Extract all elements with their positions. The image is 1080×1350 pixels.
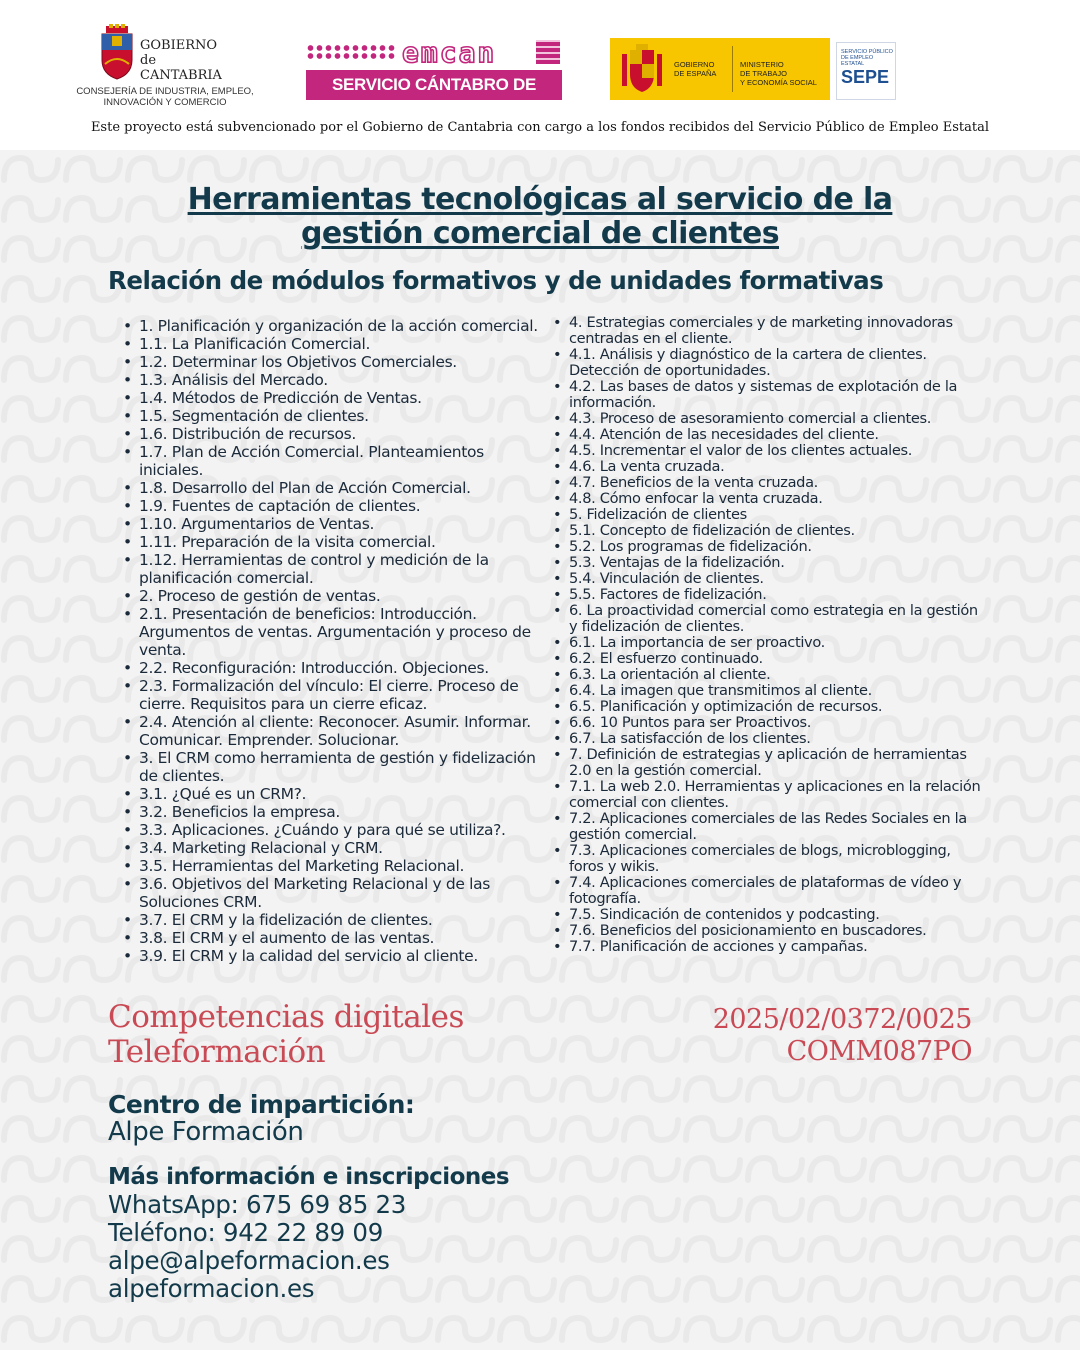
module-item: • 6.4. La imagen que transmitimos al cliente. [551,683,981,699]
module-item: • 1.9. Fuentes de captación de clientes. [121,497,546,515]
course-modality: Competencias digitales Teleformación [108,999,464,1070]
module-item: • 7.5. Sindicación de contenidos y podcasting. [551,907,981,923]
emcan-wordmark: emcan [402,36,497,69]
module-item: • 3.8. El CRM y el aumento de las ventas. [121,929,546,947]
module-item: • 1.11. Preparación de la visita comercial. [121,533,546,551]
module-item: • 5.4. Vinculación de clientes. [551,571,981,587]
phone-contact[interactable]: Teléfono: 942 22 89 09 [108,1218,383,1247]
consejeria-text: CONSEJERÍA DE INDUSTRIA, EMPLEO, INNOVACIÓN Y COMERCIO [76,86,254,108]
module-item: • 3.1. ¿Qué es un CRM?. [121,785,546,803]
module-item: • 7.4. Aplicaciones comerciales de plataformas de vídeo y fotografía. [551,875,981,907]
subsidy-notice: Este proyecto está subvencionado por el Gobierno de Cantabria con cargo a los fondos recibidos del Servicio Público de Empleo Estatal [90,120,990,135]
email-link[interactable]: alpe@alpeformacion.es [108,1246,390,1275]
module-item: • 1.6. Distribución de recursos. [121,425,546,443]
module-item: • 1.7. Plan de Acción Comercial. Planteamientos iniciales. [121,443,546,479]
module-item: • 3.7. El CRM y la fidelización de clientes. [121,911,546,929]
module-item: • 4.3. Proceso de asesoramiento comercial a clientes. [551,411,981,427]
module-item: • 1.12. Herramientas de control y medición de la planificación comercial. [121,551,546,587]
gobierno-cantabria-logo [70,20,260,112]
module-item: • 2.4. Atención al cliente: Reconocer. Asumir. Informar. Comunicar. Emprender. Solucionar. [121,713,546,749]
module-item: • 3.4. Marketing Relacional y CRM. [121,839,546,857]
module-item: • 6.5. Planificación y optimización de recursos. [551,699,981,715]
emcan-square-icon [536,40,560,64]
centro-name: Alpe Formación [108,1117,304,1147]
course-title: Herramientas tecnológicas al servicio de la gestión comercial de clientes [187,182,893,251]
emcan-bar: SERVICIO CÁNTABRO DE EMPLEO [306,70,562,100]
gobierno-espana-text: GOBIERNO DE ESPAÑA [674,60,717,78]
module-item: • 1.3. Análisis del Mercado. [121,371,546,389]
module-item: • 5.3. Ventajas de la fidelización. [551,555,981,571]
module-item: • 2.2. Reconfiguración: Introducción. Objeciones. [121,659,546,677]
module-item: • 6.1. La importancia de ser proactivo. [551,635,981,651]
module-item: • 3.9. El CRM y la calidad del servicio al cliente. [121,947,546,965]
module-item: • 7.7. Planificación de acciones y campañas. [551,939,981,955]
logo-divider [732,46,733,92]
module-item: • 1. Planificación y organización de la acción comercial. [121,317,546,335]
module-item: • 5.2. Los programas de fidelización. [551,539,981,555]
emcan-dots-icon [306,44,396,60]
module-item: • 4.2. Las bases de datos y sistemas de explotación de la información. [551,379,981,411]
module-item: • 3.2. Beneficios la empresa. [121,803,546,821]
module-item: • 7.3. Aplicaciones comerciales de blogs, microblogging, foros y wikis. [551,843,981,875]
module-item: • 4.6. La venta cruzada. [551,459,981,475]
modules-list-right [551,315,981,955]
module-item: • 4.4. Atención de las necesidades del cliente. [551,427,981,443]
module-item: • 1.10. Argumentarios de Ventas. [121,515,546,533]
sepe-subtext: SERVICIO PÚBLICO DE EMPLEO ESTATAL [841,49,893,67]
sepe-wordmark: SEPE [841,67,890,87]
module-item: • 6.3. La orientación al cliente. [551,667,981,683]
course-codes [713,1004,972,1068]
module-item: • 3.6. Objetivos del Marketing Relacional y de las Soluciones CRM. [121,875,546,911]
modules-list-left [121,317,546,965]
module-item: • 2.1. Presentación de beneficios: Introducción. Argumentos de ventas. Argumentación y proceso de venta. [121,605,546,659]
module-item: • 1.8. Desarrollo del Plan de Acción Comercial. [121,479,546,497]
module-item: • 1.5. Segmentación de clientes. [121,407,546,425]
info-heading: Más información e inscripciones [108,1164,510,1190]
module-item: • 1.1. La Planificación Comercial. [121,335,546,353]
module-item: • 3.5. Herramientas del Marketing Relacional. [121,857,546,875]
sepe-logo [836,42,896,100]
module-item: • 4.5. Incrementar el valor de los clientes actuales. [551,443,981,459]
cantabria-name: GOBIERNO de CANTABRIA [140,38,222,83]
module-item: • 2.3. Formalización del vínculo: El cierre. Proceso de cierre. Requisitos para un cierre eficaz. [121,677,546,713]
module-item: • 6.7. La satisfacción de los clientes. [551,731,981,747]
gobierno-espana-logo [610,38,830,100]
module-item: • 4. Estrategias comerciales y de marketing innovadoras centradas en el cliente. [551,315,981,347]
module-item: • 4.1. Análisis y diagnóstico de la cartera de clientes. Detección de oportunidades. [551,347,981,379]
cantabria-shield-icon [100,24,134,80]
module-item: • 6.2. El esfuerzo continuado. [551,651,981,667]
module-item: • 3. El CRM como herramienta de gestión y fidelización de clientes. [121,749,546,785]
website-link[interactable]: alpeformacion.es [108,1274,315,1303]
module-item: • 6. La proactividad comercial como estrategia en la gestión y fidelización de clientes. [551,603,981,635]
spain-coat-of-arms-icon [620,44,664,94]
module-item: • 7.6. Beneficios del posicionamiento en buscadores. [551,923,981,939]
module-item: • 7.1. La web 2.0. Herramientas y aplicaciones en la relación comercial con clientes. [551,779,981,811]
module-item: • 5.1. Concepto de fidelización de clientes. [551,523,981,539]
module-item: • 1.4. Métodos de Predicción de Ventas. [121,389,546,407]
module-item: • 7.2. Aplicaciones comerciales de las Redes Sociales en la gestión comercial. [551,811,981,843]
whatsapp-contact[interactable]: WhatsApp: 675 69 85 23 [108,1190,407,1219]
module-item: • 3.3. Aplicaciones. ¿Cuándo y para qué se utiliza?. [121,821,546,839]
module-item: • 2. Proceso de gestión de ventas. [121,587,546,605]
centro-heading: Centro de impartición: [108,1090,415,1119]
module-item: • 7. Definición de estrategias y aplicación de herramientas 2.0 en la gestión comercial. [551,747,981,779]
module-item: • 5. Fidelización de clientes [551,507,981,523]
module-item: • 1.2. Determinar los Objetivos Comerciales. [121,353,546,371]
logo-header [0,0,1080,150]
module-item: • 5.5. Factores de fidelización. [551,587,981,603]
module-item: • 6.6. 10 Puntos para ser Proactivos. [551,715,981,731]
expediente-code: 2025/02/0372/0025 [712,1004,972,1035]
emcan-logo [306,36,562,124]
module-item: • 4.8. Cómo enfocar la venta cruzada. [551,491,981,507]
module-item: • 4.7. Beneficios de la venta cruzada. [551,475,981,491]
modules-heading: Relación de módulos formativos y de unidades formativas [108,266,884,295]
specialty-code: COMM087PO [786,1036,972,1067]
ministerio-text: MINISTERIO DE TRABAJO Y ECONOMÍA SOCIAL [740,60,817,87]
